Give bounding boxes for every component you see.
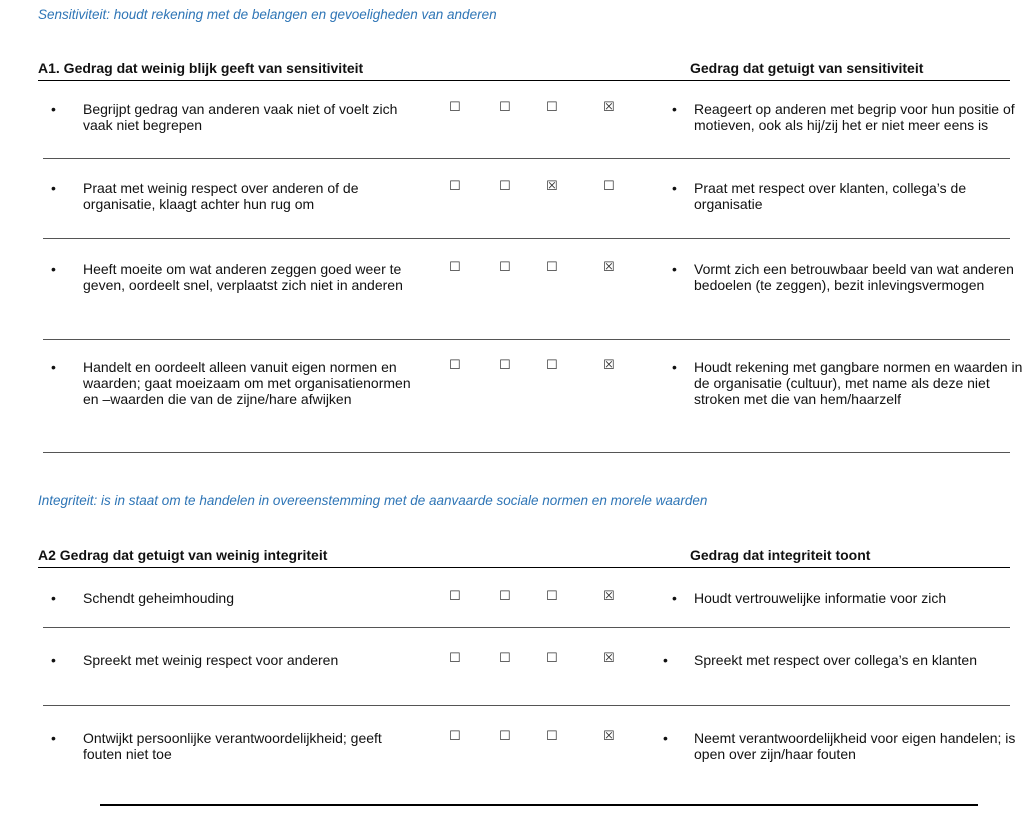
section2-intro: Integriteit: is in staat om te handelen in overeenstemming met de aanvaarde sociale normen en morele waarden [38,493,708,508]
section1-left-header: A1. Gedrag dat weinig blijk geeft van sensitiviteit [38,60,364,76]
section2-right-header: Gedrag dat integriteit toont [690,547,871,563]
section2-header [38,547,1010,568]
bullet: • [672,261,677,277]
positive-behavior: Spreekt met respect over collega’s en klanten [694,652,978,668]
rating-checkbox-1[interactable]: ☐ [449,589,461,604]
bullet: • [51,730,56,746]
row-divider [43,339,1010,340]
rating-checkbox-2[interactable]: ☐ [499,729,511,744]
bullet: • [51,261,56,277]
rating-checkbox-1[interactable]: ☐ [449,729,461,744]
rating-checkbox-4[interactable]: ☐ [603,179,615,194]
negative-behavior: Praat met weinig respect over anderen of de organisatie, klaagt achter hun rug om [83,180,359,212]
bullet: • [51,101,56,117]
rating-checkbox-4[interactable]: ☒ [603,589,615,604]
row-divider [43,452,1010,453]
bullet: • [672,101,677,117]
rating-checkbox-4[interactable]: ☒ [603,260,615,275]
positive-behavior: Vormt zich een betrouwbaar beeld van wat anderen bedoelen (te zeggen), bezit inlevingsvermogen [694,261,1014,293]
positive-behavior: Neemt verantwoordelijkheid voor eigen handelen; is open over zijn/haar fouten [694,730,1016,762]
negative-behavior: Spreekt met weinig respect voor anderen [83,652,339,668]
rating-checkbox-2[interactable]: ☐ [499,179,511,194]
section1-header [38,60,1010,81]
rating-checkbox-1[interactable]: ☐ [449,358,461,373]
positive-behavior: Houdt rekening met gangbare normen en waarden in de organisatie (cultuur), met name als deze niet stroken met die van hem/haarzelf [694,359,1023,407]
bullet: • [672,590,677,606]
section1-right-header: Gedrag dat getuigt van sensitiviteit [690,60,924,76]
rating-checkbox-3[interactable]: ☒ [546,179,558,194]
footer-rule [100,804,978,806]
rating-checkbox-1[interactable]: ☐ [449,100,461,115]
bullet: • [672,359,677,375]
rating-checkbox-3[interactable]: ☐ [546,729,558,744]
row-divider [43,238,1010,239]
bullet: • [663,652,668,668]
rating-checkbox-4[interactable]: ☒ [603,358,615,373]
negative-behavior: Ontwijkt persoonlijke verantwoordelijkheid; geeft fouten niet toe [83,730,382,762]
rating-checkbox-1[interactable]: ☐ [449,651,461,666]
rating-checkbox-2[interactable]: ☐ [499,589,511,604]
bullet: • [672,180,677,196]
positive-behavior: Praat met respect over klanten, collega’s de organisatie [694,180,967,212]
rating-checkbox-2[interactable]: ☐ [499,260,511,275]
rating-checkbox-2[interactable]: ☐ [499,358,511,373]
rating-checkbox-1[interactable]: ☐ [449,179,461,194]
rating-checkbox-4[interactable]: ☒ [603,729,615,744]
rating-checkbox-3[interactable]: ☐ [546,651,558,666]
row-divider [43,705,1010,706]
section1-intro: Sensitiviteit: houdt rekening met de belangen en gevoeligheden van anderen [38,7,497,22]
bullet: • [51,359,56,375]
rating-checkbox-2[interactable]: ☐ [499,100,511,115]
rating-checkbox-4[interactable]: ☒ [603,100,615,115]
negative-behavior: Heeft moeite om wat anderen zeggen goed weer te geven, oordeelt snel, verplaatst zich niet in anderen [83,261,403,293]
positive-behavior: Houdt vertrouwelijke informatie voor zich [694,590,947,606]
bullet: • [51,652,56,668]
rating-checkbox-2[interactable]: ☐ [499,651,511,666]
rating-checkbox-3[interactable]: ☐ [546,260,558,275]
rating-checkbox-1[interactable]: ☐ [449,260,461,275]
positive-behavior: Reageert op anderen met begrip voor hun positie of motieven, ook als hij/zij het er niet meer eens is [694,101,1015,133]
rating-checkbox-3[interactable]: ☐ [546,100,558,115]
negative-behavior: Schendt geheimhouding [83,590,235,606]
section2-left-header: A2 Gedrag dat getuigt van weinig integriteit [38,547,328,563]
bullet: • [51,590,56,606]
negative-behavior: Begrijpt gedrag van anderen vaak niet of voelt zich vaak niet begrepen [83,101,398,133]
bullet: • [51,180,56,196]
bullet: • [663,730,668,746]
rating-checkbox-4[interactable]: ☒ [603,651,615,666]
negative-behavior: Handelt en oordeelt alleen vanuit eigen normen en waarden; gaat moeizaam om met organisatienormen en –waarden die van de zijne/hare afwijken [83,359,411,407]
rating-checkbox-3[interactable]: ☐ [546,589,558,604]
row-divider [43,158,1010,159]
rating-checkbox-3[interactable]: ☐ [546,358,558,373]
row-divider [43,627,1010,628]
